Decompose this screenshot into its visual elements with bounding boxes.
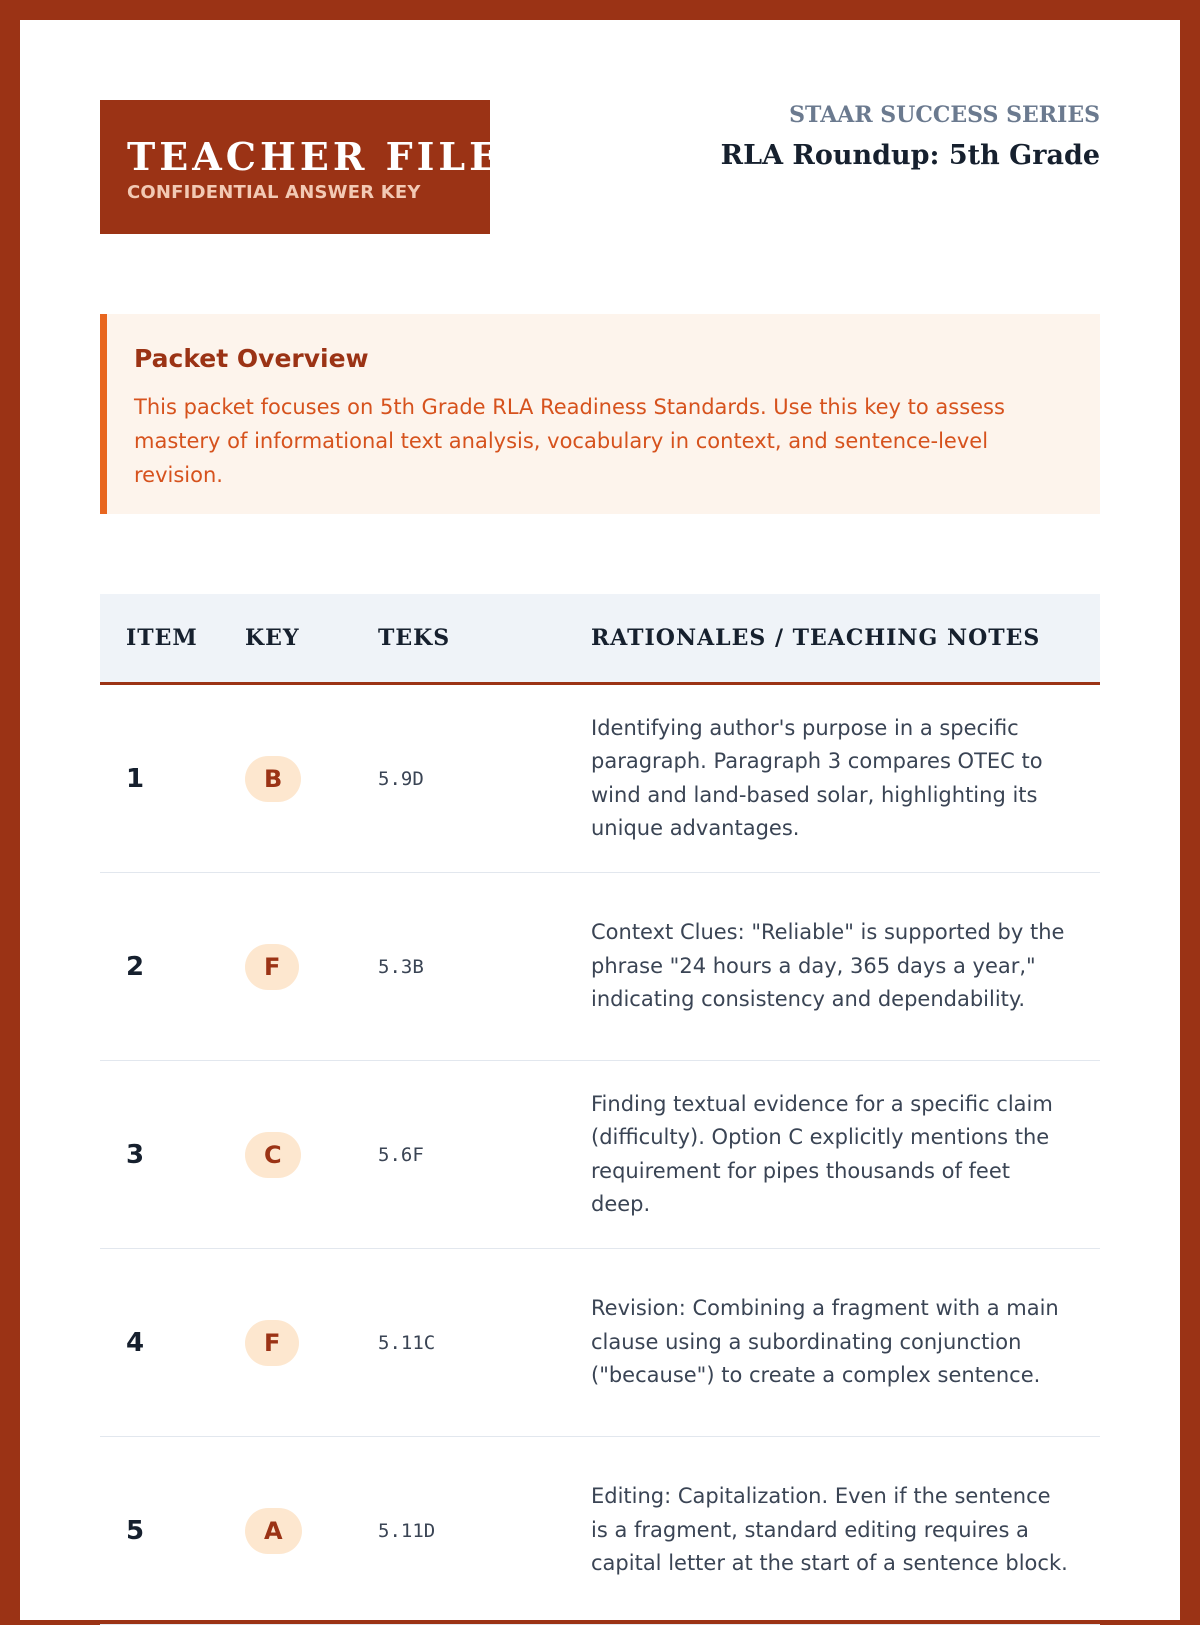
rationale-note: Identifying author's purpose in a specific paragraph. Paragraph 3 compares OTEC to wind and land-based solar, highlighting its unique advantages. bbox=[591, 684, 1100, 873]
course-title: RLA Roundup: 5th Grade bbox=[720, 140, 1100, 171]
teks-code: 5.11D bbox=[378, 1437, 591, 1625]
table-row bbox=[100, 873, 1100, 1061]
rationale-note: Revision: Combining a fragment with a main clause using a subordinating conjunction ("because") to create a complex sentence. bbox=[591, 1249, 1100, 1437]
title-banner bbox=[100, 100, 503, 234]
rationale-note: Context Clues: "Reliable" is supported by the phrase "24 hours a day, 365 days a year," indicating consistency and dependability. bbox=[591, 873, 1100, 1061]
answer-key-badge: C bbox=[245, 1132, 301, 1178]
item-number: 1 bbox=[100, 684, 245, 873]
answer-key-badge: F bbox=[245, 1320, 299, 1366]
header bbox=[100, 100, 1100, 234]
packet-overview-callout bbox=[100, 314, 1100, 514]
answer-key-badge: F bbox=[245, 944, 299, 990]
table-row bbox=[100, 1437, 1100, 1625]
column-header-key: KEY bbox=[245, 594, 378, 684]
item-number: 3 bbox=[100, 1061, 245, 1249]
item-number: 2 bbox=[100, 873, 245, 1061]
table-row bbox=[100, 1061, 1100, 1249]
answer-key-page bbox=[20, 20, 1180, 1620]
rationale-note: Editing: Capitalization. Even if the sentence is a fragment, standard editing requires a capital letter at the start of a sentence block. bbox=[591, 1437, 1100, 1625]
item-number: 4 bbox=[100, 1249, 245, 1437]
answer-key-table bbox=[100, 594, 1100, 1625]
page-subtitle: CONFIDENTIAL ANSWER KEY bbox=[127, 182, 421, 203]
overview-body: This packet focuses on 5th Grade RLA Readiness Standards. Use this key to assess mastery of informational text analysis, vocabulary in context, and sentence-level revision. bbox=[134, 395, 1005, 487]
column-header-teks: TEKS bbox=[378, 594, 591, 684]
answer-key-badge: A bbox=[245, 1508, 302, 1554]
teks-code: 5.3B bbox=[378, 873, 591, 1061]
teks-code: 5.6F bbox=[378, 1061, 591, 1249]
answer-key-badge: B bbox=[245, 756, 301, 802]
table-header-row bbox=[100, 594, 1100, 684]
item-number: 5 bbox=[100, 1437, 245, 1625]
table-row bbox=[100, 1249, 1100, 1437]
page-title: TEACHER FILE bbox=[127, 134, 503, 179]
table-row bbox=[100, 684, 1100, 873]
teks-code: 5.11C bbox=[378, 1249, 591, 1437]
overview-heading: Packet Overview bbox=[134, 344, 369, 373]
rationale-note: Finding textual evidence for a specific claim (difficulty). Option C explicitly mentions the requirement for pipes thousands of feet deep. bbox=[591, 1061, 1100, 1249]
teks-code: 5.9D bbox=[378, 684, 591, 873]
column-header-item: ITEM bbox=[100, 594, 245, 684]
series-label: STAAR SUCCESS SERIES bbox=[789, 102, 1100, 128]
column-header-rationales: RATIONALES / TEACHING NOTES bbox=[591, 594, 1100, 684]
